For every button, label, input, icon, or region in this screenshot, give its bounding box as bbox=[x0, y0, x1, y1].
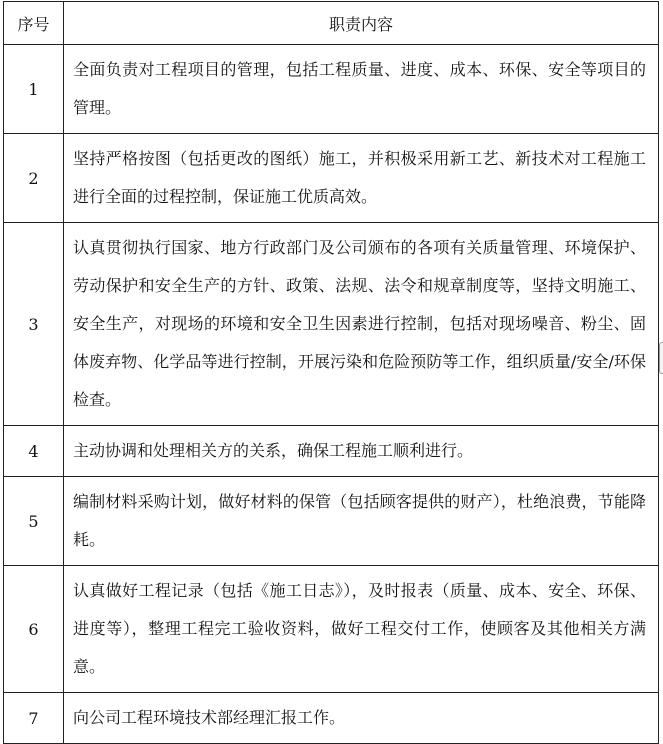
table-row bbox=[4, 566, 659, 693]
row-number: 5 bbox=[4, 477, 64, 566]
row-duty-text: 认真做好工程记录（包括《施工日志》），及时报表（质量、成本、安全、环保、进度等），整理工程完工验收资料，做好工程交付工作，使顾客及其他相关方满意。 bbox=[64, 566, 659, 693]
table-row bbox=[4, 223, 659, 426]
row-duty-text: 坚持严格按图（包括更改的图纸）施工，并积极采用新工艺、新技术对工程施工进行全面的过程控制，保证施工优质高效。 bbox=[64, 134, 659, 223]
row-number: 7 bbox=[4, 693, 64, 744]
row-number: 3 bbox=[4, 223, 64, 426]
row-number: 1 bbox=[4, 45, 64, 134]
row-duty-text: 向公司工程环境技术部经理汇报工作。 bbox=[64, 693, 659, 744]
row-number: 2 bbox=[4, 134, 64, 223]
row-number: 6 bbox=[4, 566, 64, 693]
row-duty-text: 主动协调和处理相关方的关系，确保工程施工顺利进行。 bbox=[64, 426, 659, 477]
header-duty: 职责内容 bbox=[64, 2, 659, 45]
table-row bbox=[4, 45, 659, 134]
table-row bbox=[4, 477, 659, 566]
row-duty-text: 编制材料采购计划，做好材料的保管（包括顾客提供的财产），杜绝浪费，节能降耗。 bbox=[64, 477, 659, 566]
header-number: 序号 bbox=[4, 2, 64, 45]
row-duty-text: 认真贯彻执行国家、地方行政部门及公司颁布的各项有关质量管理、环境保护、劳动保护和安全生产的方针、政策、法规、法令和规章制度等，坚持文明施工、安全生产，对现场的环境和安全卫生因素进行控制，包括对现场噪音、粉尘、固体废弃物、化学品等进行控制，开展污染和危险预防等工作，组织质量/安全/环保检查。 bbox=[64, 223, 659, 426]
table-row bbox=[4, 134, 659, 223]
scroll-edge-handle[interactable] bbox=[659, 342, 663, 374]
header-row bbox=[4, 2, 659, 45]
table-row bbox=[4, 426, 659, 477]
row-duty-text: 全面负责对工程项目的管理，包括工程质量、进度、成本、环保、安全等项目的管理。 bbox=[64, 45, 659, 134]
duty-table bbox=[3, 1, 659, 744]
row-number: 4 bbox=[4, 426, 64, 477]
table-row bbox=[4, 693, 659, 744]
